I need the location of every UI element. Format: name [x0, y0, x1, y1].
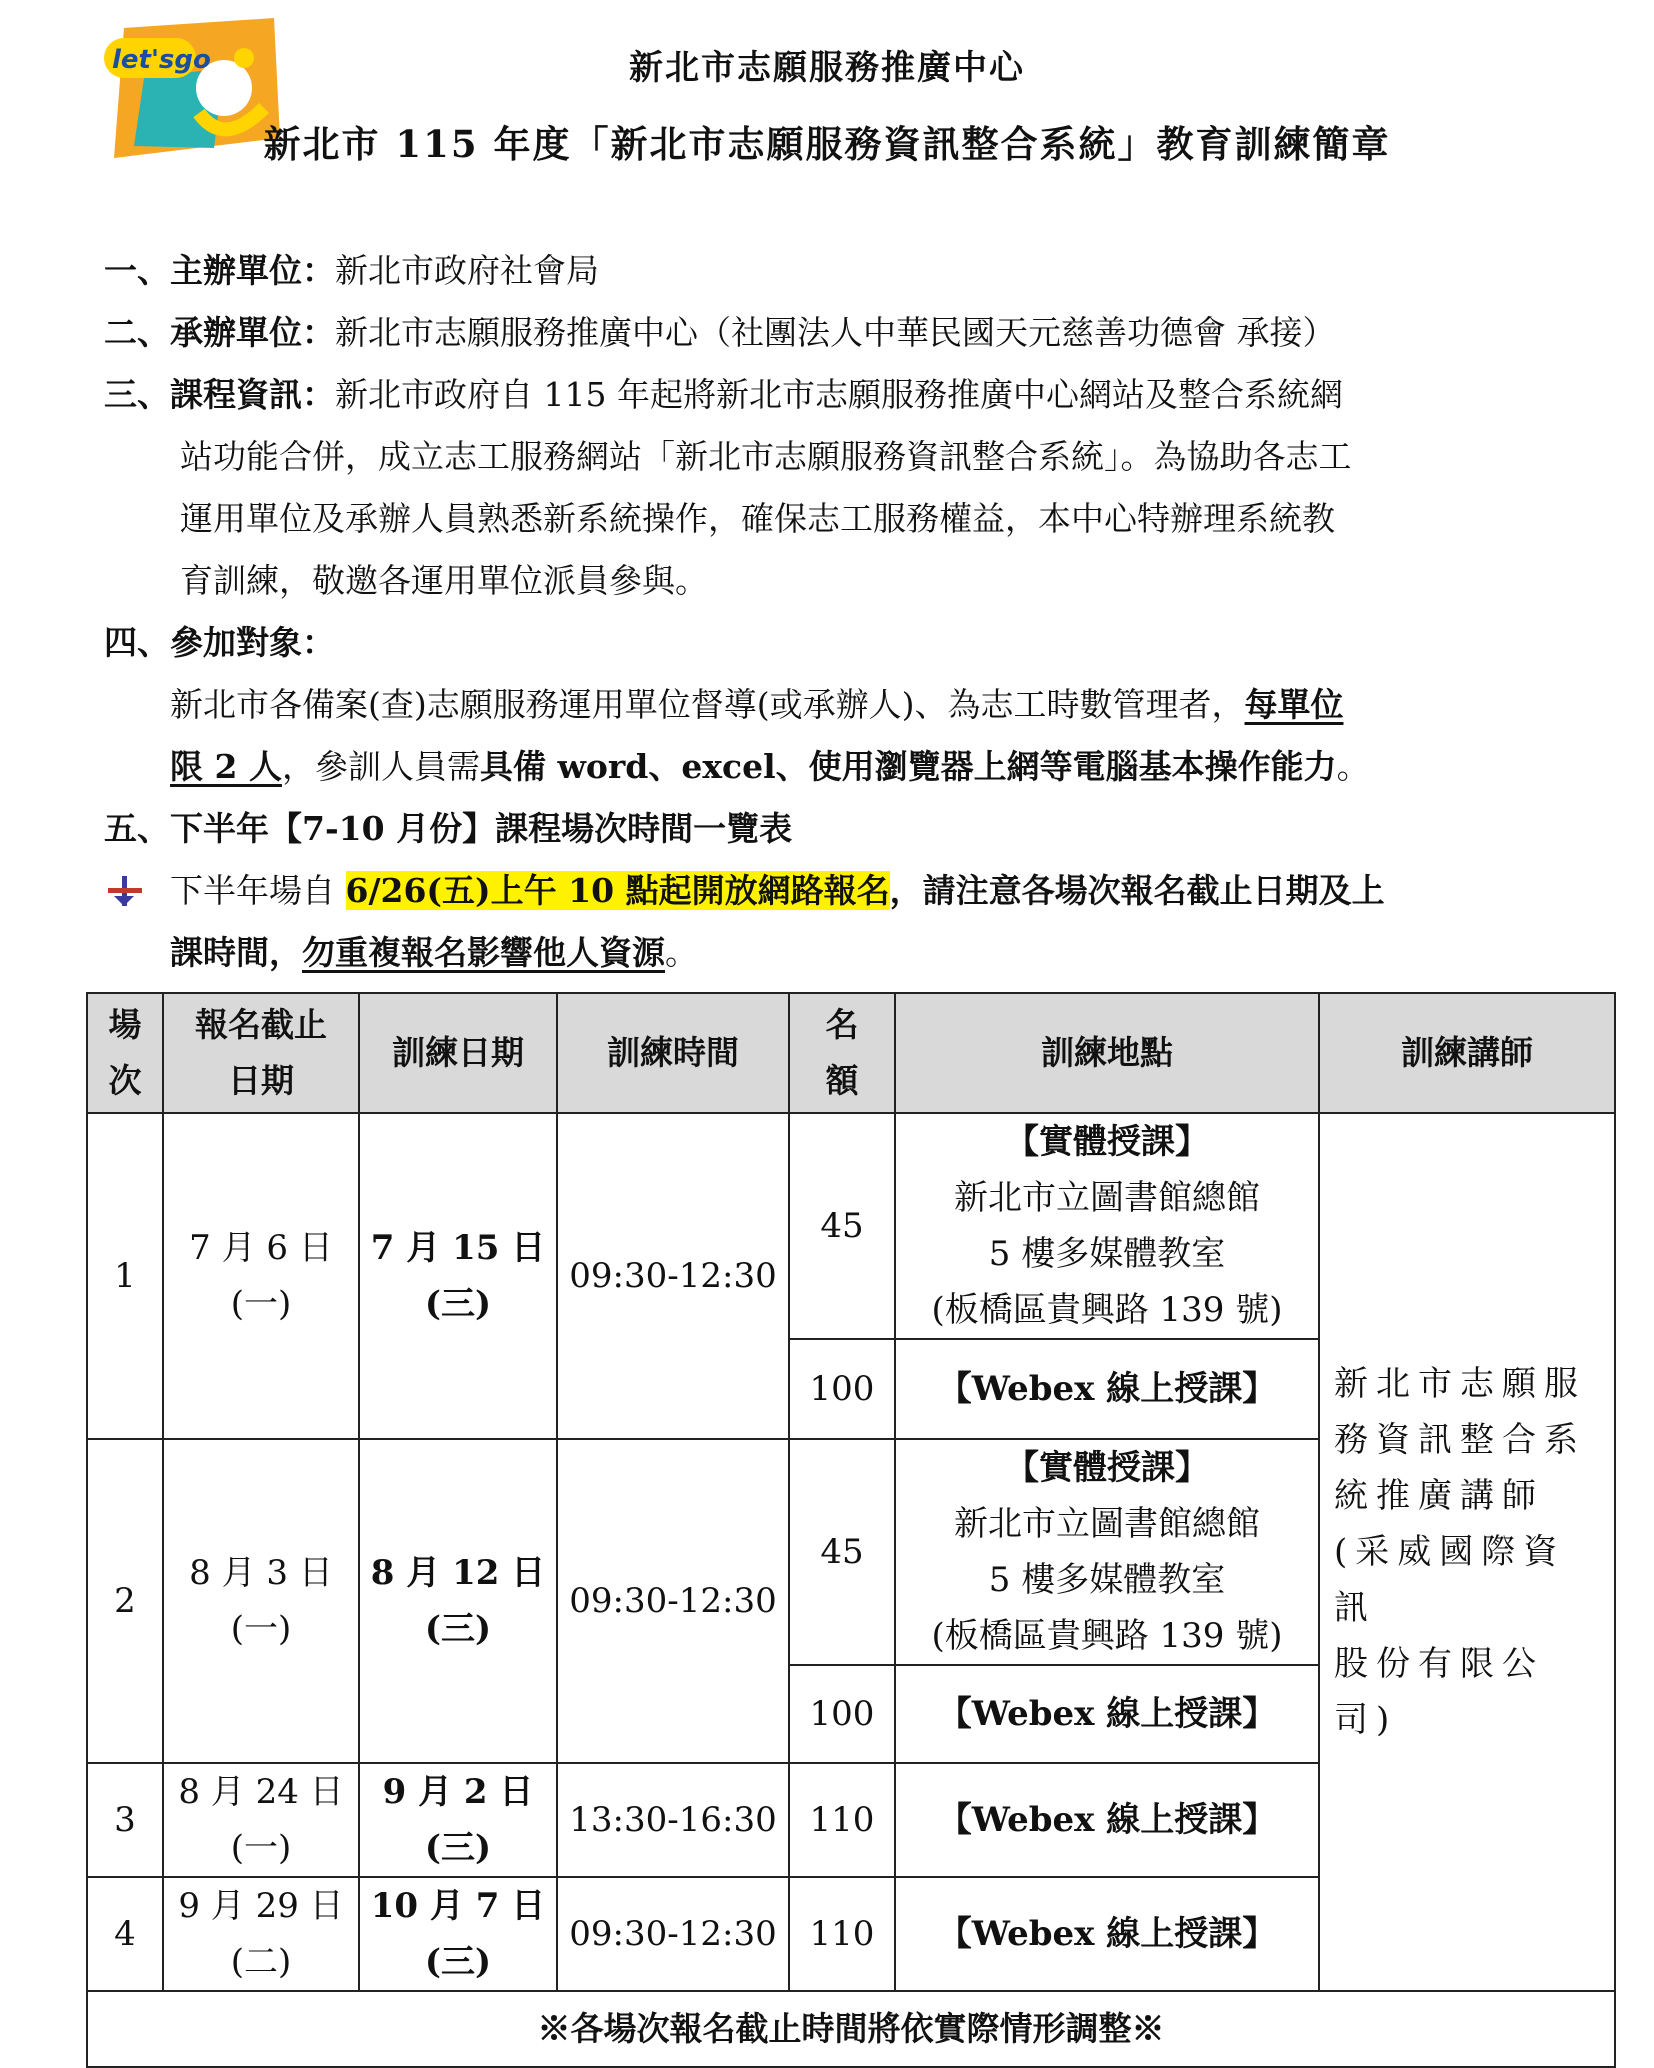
training-date-cell: 8 月 12 日 (三) — [359, 1439, 557, 1763]
training-date-cell: 10 月 7 日 (三) — [359, 1877, 557, 1991]
punctuation: 。 — [665, 933, 698, 972]
section-text: 新北市政府自 115 年起將新北市志願服務推廣中心網站及整合系統網 — [335, 375, 1343, 414]
schedule-table — [86, 992, 1616, 2068]
section-label: 三、課程資訊： — [104, 375, 335, 414]
participants-text: 新北市各備案(查)志願服務運用單位督導(或承辦人)、為志工時數管理者， — [170, 685, 1245, 724]
quota-cell: 100 — [789, 1339, 895, 1439]
location-cell: 【Webex 線上授課】 — [895, 1763, 1319, 1877]
location-cell: 【Webex 線上授課】 — [895, 1665, 1319, 1763]
section-text-line: 育訓練，敬邀各運用單位派員參與。 — [180, 561, 708, 600]
header-deadline: 報名截止 日期 — [163, 993, 359, 1113]
header-time: 訓練時間 — [557, 993, 789, 1113]
section-participants — [104, 612, 1574, 674]
notice-text: 課時間， — [170, 933, 302, 972]
header-session: 場 次 — [87, 993, 163, 1113]
training-time-cell: 09:30-12:30 — [557, 1439, 789, 1763]
org-title: 新北市志願服務推廣中心 — [629, 48, 1025, 88]
training-date-cell: 9 月 2 日 (三) — [359, 1763, 557, 1877]
header-teacher: 訓練講師 — [1319, 993, 1615, 1113]
section-schedule — [104, 798, 1574, 860]
location-cell: 【實體授課】 新北市立圖書館總館 5 樓多媒體教室 (板橋區貴興路 139 號) — [895, 1113, 1319, 1339]
section-text-line: 站功能合併，成立志工服務網站「新北市志願服務資訊整合系統」。為協助各志工 — [180, 437, 1352, 476]
quota-cell: 110 — [789, 1763, 895, 1877]
deadline-cell: 8 月 24 日 (一) — [163, 1763, 359, 1877]
deadline-cell: 9 月 29 日 (二) — [163, 1877, 359, 1991]
teacher-cell: 新北市志願服 務資訊整合系 統推廣講師 (采威國際資訊 股份有限公司) — [1319, 1113, 1615, 1991]
quota-cell: 45 — [789, 1439, 895, 1665]
section-text: 新北市政府社會局 — [335, 251, 599, 290]
registration-notice — [104, 860, 1574, 922]
section-text-line: 運用單位及承辦人員熟悉新系統操作，確保志工服務權益，本中心特辦理系統教 — [180, 499, 1335, 538]
section-text-line — [104, 674, 1574, 736]
punctuation: 。 — [1336, 747, 1370, 786]
registration-open-highlight: 6/26(五)上午 10 點起開放網路報名 — [345, 871, 890, 910]
participants-text: ，參訓人員需 — [281, 747, 480, 786]
skills-requirement: 具備 word、excel、使用瀏覽器上網等電腦基本操作能力 — [479, 747, 1337, 786]
training-time-cell: 13:30-16:30 — [557, 1763, 789, 1877]
deadline-cell: 8 月 3 日 (一) — [163, 1439, 359, 1763]
section-organizer — [104, 240, 1574, 302]
notice-text: ，請注意各場次報名截止日期及上 — [889, 871, 1385, 910]
quota-emphasis: 限 2 人 — [170, 747, 282, 786]
training-time-cell: 09:30-12:30 — [557, 1113, 789, 1439]
table-header-row — [87, 993, 1615, 1113]
section-course-info — [104, 364, 1574, 426]
session-number: 3 — [87, 1763, 163, 1877]
location-cell: 【Webex 線上授課】 — [895, 1339, 1319, 1439]
table-row — [87, 1113, 1615, 1339]
quota-cell: 45 — [789, 1113, 895, 1339]
training-date-cell: 7 月 15 日 (三) — [359, 1113, 557, 1439]
quota-cell: 110 — [789, 1877, 895, 1991]
section-text-line — [104, 736, 1574, 798]
training-time-cell: 09:30-12:30 — [557, 1877, 789, 1991]
section-label: 二、承辦單位： — [104, 313, 335, 352]
header-location: 訓練地點 — [895, 993, 1319, 1113]
section-contractor — [104, 302, 1574, 364]
page-title: 新北市 115 年度「新北市志願服務資訊整合系統」教育訓練簡章 — [263, 122, 1391, 166]
table-note-row — [87, 1991, 1615, 2067]
location-cell: 【實體授課】 新北市立圖書館總館 5 樓多媒體教室 (板橋區貴興路 139 號) — [895, 1439, 1319, 1665]
section-label: 四、參加對象： — [104, 623, 335, 662]
header-quota: 名 額 — [789, 993, 895, 1113]
location-cell: 【Webex 線上授課】 — [895, 1877, 1319, 1991]
section-label: 五、下半年【7-10 月份】課程場次時間一覽表 — [104, 809, 793, 848]
session-number: 4 — [87, 1877, 163, 1991]
quota-cell: 100 — [789, 1665, 895, 1763]
bullet-arrow-icon — [104, 874, 144, 908]
deadline-cell: 7 月 6 日 (一) — [163, 1113, 359, 1439]
document-body — [104, 240, 1574, 984]
logo-text: let'sgo — [112, 45, 211, 75]
section-text: 新北市志願服務推廣中心（社團法人中華民國天元慈善功德會 承接） — [335, 313, 1336, 352]
deadline-adjust-note: ※各場次報名截止時間將依實際情形調整※ — [87, 1991, 1615, 2067]
quota-emphasis: 每單位 — [1244, 685, 1344, 724]
notice-text: 下半年場自 — [170, 871, 335, 910]
session-number: 2 — [87, 1439, 163, 1763]
section-label: 一、主辦單位： — [104, 251, 335, 290]
duplicate-warning: 勿重複報名影響他人資源 — [302, 933, 665, 972]
header-date: 訓練日期 — [359, 993, 557, 1113]
section-text-line — [104, 922, 1574, 984]
session-number: 1 — [87, 1113, 163, 1439]
